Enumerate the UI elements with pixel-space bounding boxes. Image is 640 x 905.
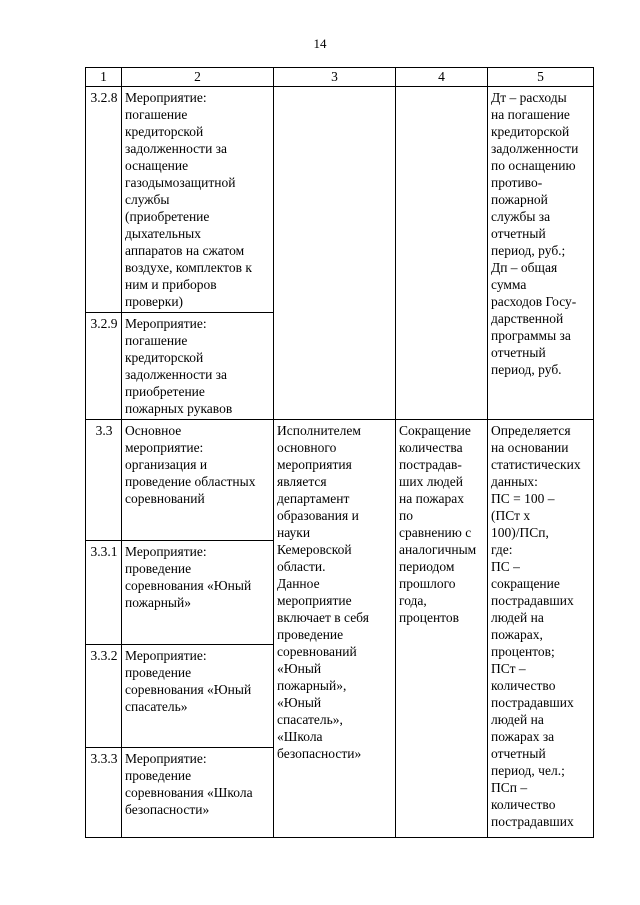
- event-cell: Мероприятие: погашение кредиторской задолженности за приобретение пожарных рукавов: [122, 313, 274, 420]
- indicator-cell: Сокращение количества пострадав- ших людей на пожарах по сравнению с аналогичным периодом прошлого года, процентов: [396, 420, 488, 838]
- responsible-cell-empty: [274, 87, 396, 420]
- table-row: [86, 420, 594, 541]
- table-header-row: [86, 68, 594, 87]
- row-number: 3.2.9: [86, 313, 122, 420]
- program-events-table: [85, 67, 594, 838]
- formula-cell: Дт – расходы на погашение кредиторской задолженности по оснащению противо- пожарной службы за отчетный период, руб.; Дп – общая сумма расходов Госу- дарственной программы за отчетный период, руб.: [488, 87, 594, 420]
- row-number: 3.3.3: [86, 748, 122, 838]
- row-number: 3.2.8: [86, 87, 122, 313]
- column-header: 3: [274, 68, 396, 87]
- column-header: 2: [122, 68, 274, 87]
- formula-cell: Определяется на основании статистических данных: ПС = 100 – (ПСт х 100)/ПСп, где: ПС – сокращение пострадавших людей на пожарах, процентов; ПСт – количество пострадавших людей на пожарах за отчетный период, чел.; ПСп – количество пострадавших: [488, 420, 594, 838]
- row-number: 3.3.1: [86, 541, 122, 645]
- event-cell: Мероприятие: проведение соревнования «Юный спасатель»: [122, 645, 274, 748]
- event-cell: Основное мероприятие: организация и проведение областных соревнований: [122, 420, 274, 541]
- event-cell: Мероприятие: проведение соревнования «Школа безопасности»: [122, 748, 274, 838]
- indicator-cell-empty: [396, 87, 488, 420]
- column-header: 5: [488, 68, 594, 87]
- event-cell: Мероприятие: погашение кредиторской задолженности за оснащение газодымозащитной службы (приобретение дыхательных аппаратов на сжатом воздухе, комплектов к ним и приборов проверки): [122, 87, 274, 313]
- page-number: 14: [313, 36, 327, 51]
- row-number: 3.3: [86, 420, 122, 541]
- responsible-cell: Исполнителем основного мероприятия является департамент образования и науки Кемеровской области. Данное мероприятие включает в себя проведение соревнований «Юный пожарный», «Юный спасатель», «Школа безопасности»: [274, 420, 396, 838]
- column-header: 4: [396, 68, 488, 87]
- event-cell: Мероприятие: проведение соревнования «Юный пожарный»: [122, 541, 274, 645]
- row-number: 3.3.2: [86, 645, 122, 748]
- table-row: [86, 87, 594, 313]
- column-header: 1: [86, 68, 122, 87]
